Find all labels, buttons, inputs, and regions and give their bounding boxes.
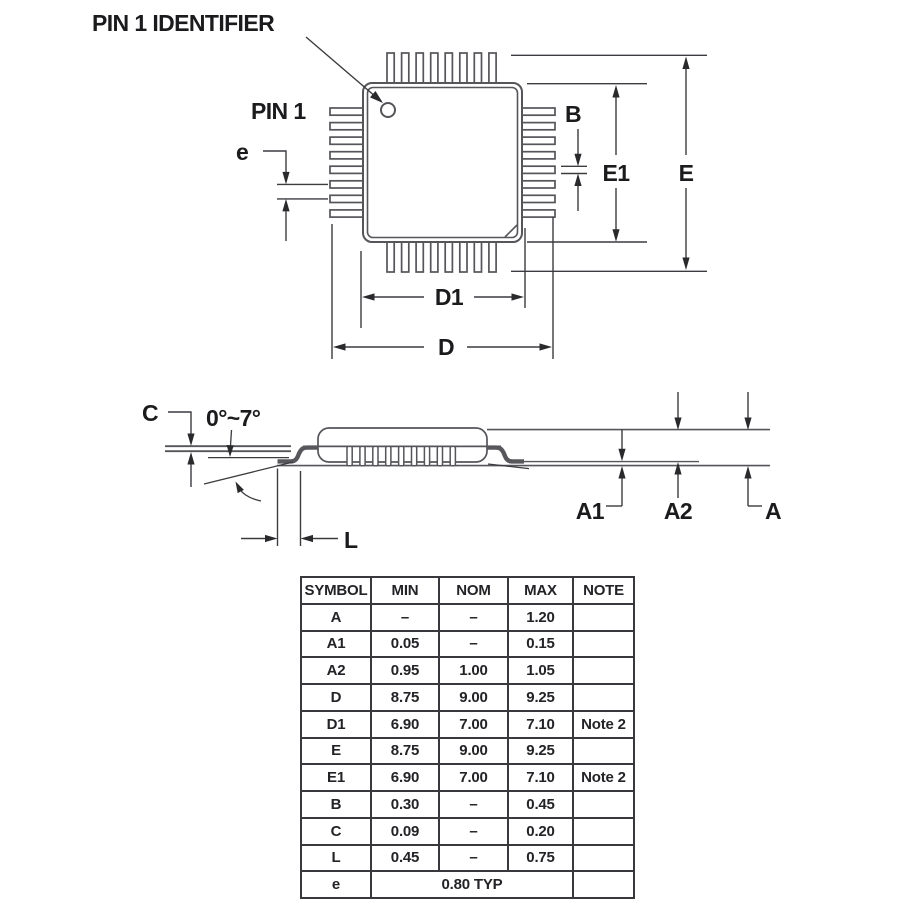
cell-note [573, 845, 634, 872]
dim-L-label: L [344, 527, 358, 553]
table-row [301, 657, 634, 684]
pin1-identifier-label: PIN 1 IDENTIFIER [92, 10, 275, 36]
cell-note: Note 2 [573, 764, 634, 791]
table-row [301, 738, 634, 765]
cell-nom: 7.00 [439, 711, 508, 738]
table-row [301, 871, 634, 898]
cell-min: – [371, 604, 439, 631]
table-row [301, 711, 634, 738]
dim-A2 [664, 392, 692, 524]
side-leads [347, 446, 455, 465]
cell-nom: 9.00 [439, 738, 508, 765]
table-row [301, 818, 634, 845]
cell-min: 6.90 [371, 764, 439, 791]
cell-symbol: A2 [301, 657, 371, 684]
lead-angle-label: 0°~7° [206, 405, 261, 431]
table-row [301, 845, 634, 872]
cell-min: 8.75 [371, 684, 439, 711]
top-view [92, 10, 707, 360]
col-header-min: MIN [371, 577, 439, 604]
table-row [301, 631, 634, 658]
cell-max: 7.10 [508, 711, 573, 738]
cell-max: 0.15 [508, 631, 573, 658]
cell-min: 0.05 [371, 631, 439, 658]
cell-min: 6.90 [371, 711, 439, 738]
cell-symbol: E [301, 738, 371, 765]
dim-C-label: C [142, 400, 159, 426]
pin1-identifier-callout [92, 10, 383, 103]
cell-max: 0.45 [508, 791, 573, 818]
left-lead [278, 448, 319, 462]
side-view [142, 392, 781, 553]
cell-symbol: e [301, 871, 371, 898]
cell-note [573, 631, 634, 658]
cell-nom: 1.00 [439, 657, 508, 684]
dim-B [561, 101, 587, 211]
cell-note [573, 657, 634, 684]
cell-max: 7.10 [508, 764, 573, 791]
cell-symbol: A1 [301, 631, 371, 658]
dim-e-label: e [236, 139, 249, 165]
dim-L [241, 469, 358, 554]
cell-max: 1.05 [508, 657, 573, 684]
cell-note [573, 738, 634, 765]
cell-min: 0.09 [371, 818, 439, 845]
cell-min: 8.75 [371, 738, 439, 765]
dimension-table [300, 576, 635, 899]
cell-note [573, 684, 634, 711]
dim-A-label: A [765, 498, 782, 524]
cell-nom: – [439, 818, 508, 845]
cell-symbol: E1 [301, 764, 371, 791]
cell-max: 9.25 [508, 738, 573, 765]
table-header-row [301, 577, 634, 604]
cell-symbol: B [301, 791, 371, 818]
cell-symbol: D1 [301, 711, 371, 738]
table-row [301, 791, 634, 818]
cell-min: 0.45 [371, 845, 439, 872]
top-pins [387, 53, 496, 83]
cell-symbol: D [301, 684, 371, 711]
cell-note [573, 604, 634, 631]
dim-D1-label: D1 [434, 284, 464, 310]
col-header-nom: NOM [439, 577, 508, 604]
dim-E-label: E [678, 160, 694, 186]
cell-nom: – [439, 791, 508, 818]
cell-max: 1.20 [508, 604, 573, 631]
cell-nom: 9.00 [439, 684, 508, 711]
dim-e [236, 139, 328, 241]
col-header-max: MAX [508, 577, 573, 604]
cell-symbol: C [301, 818, 371, 845]
dim-C [142, 400, 195, 487]
table-row [301, 764, 634, 791]
cell-note [573, 871, 634, 898]
right-pins [522, 108, 555, 217]
cell-max: 0.75 [508, 845, 573, 872]
cell-note [573, 791, 634, 818]
dim-D-label: D [437, 334, 455, 360]
cell-symbol: A [301, 604, 371, 631]
table-row [301, 604, 634, 631]
cell-max: 9.25 [508, 684, 573, 711]
col-header-note: NOTE [573, 577, 634, 604]
cell-nom: – [439, 845, 508, 872]
cell-nom: 7.00 [439, 764, 508, 791]
col-header-symbol: SYMBOL [301, 577, 371, 604]
cell-nom: – [439, 604, 508, 631]
dim-A1-label: A1 [575, 498, 604, 524]
left-pins [330, 108, 363, 217]
cell-min: 0.30 [371, 791, 439, 818]
cell-min: 0.95 [371, 657, 439, 684]
dim-A [744, 392, 781, 524]
package-body [363, 83, 522, 242]
cell-span-value: 0.80 TYP [371, 871, 573, 898]
cell-symbol: L [301, 845, 371, 872]
dim-A2-label: A2 [663, 498, 693, 524]
cell-nom: – [439, 631, 508, 658]
dim-A1 [576, 430, 626, 524]
dim-B-label: B [565, 101, 582, 127]
bottom-pins [387, 242, 496, 272]
pin1-indicator-dot [381, 103, 395, 117]
dim-E1-label: E1 [602, 160, 630, 186]
cell-max: 0.20 [508, 818, 573, 845]
cell-note [573, 818, 634, 845]
cell-note: Note 2 [573, 711, 634, 738]
right-lead [487, 448, 524, 462]
pin1-label: PIN 1 [251, 98, 306, 124]
dim-lead-angle [206, 405, 261, 501]
table-row [301, 684, 634, 711]
